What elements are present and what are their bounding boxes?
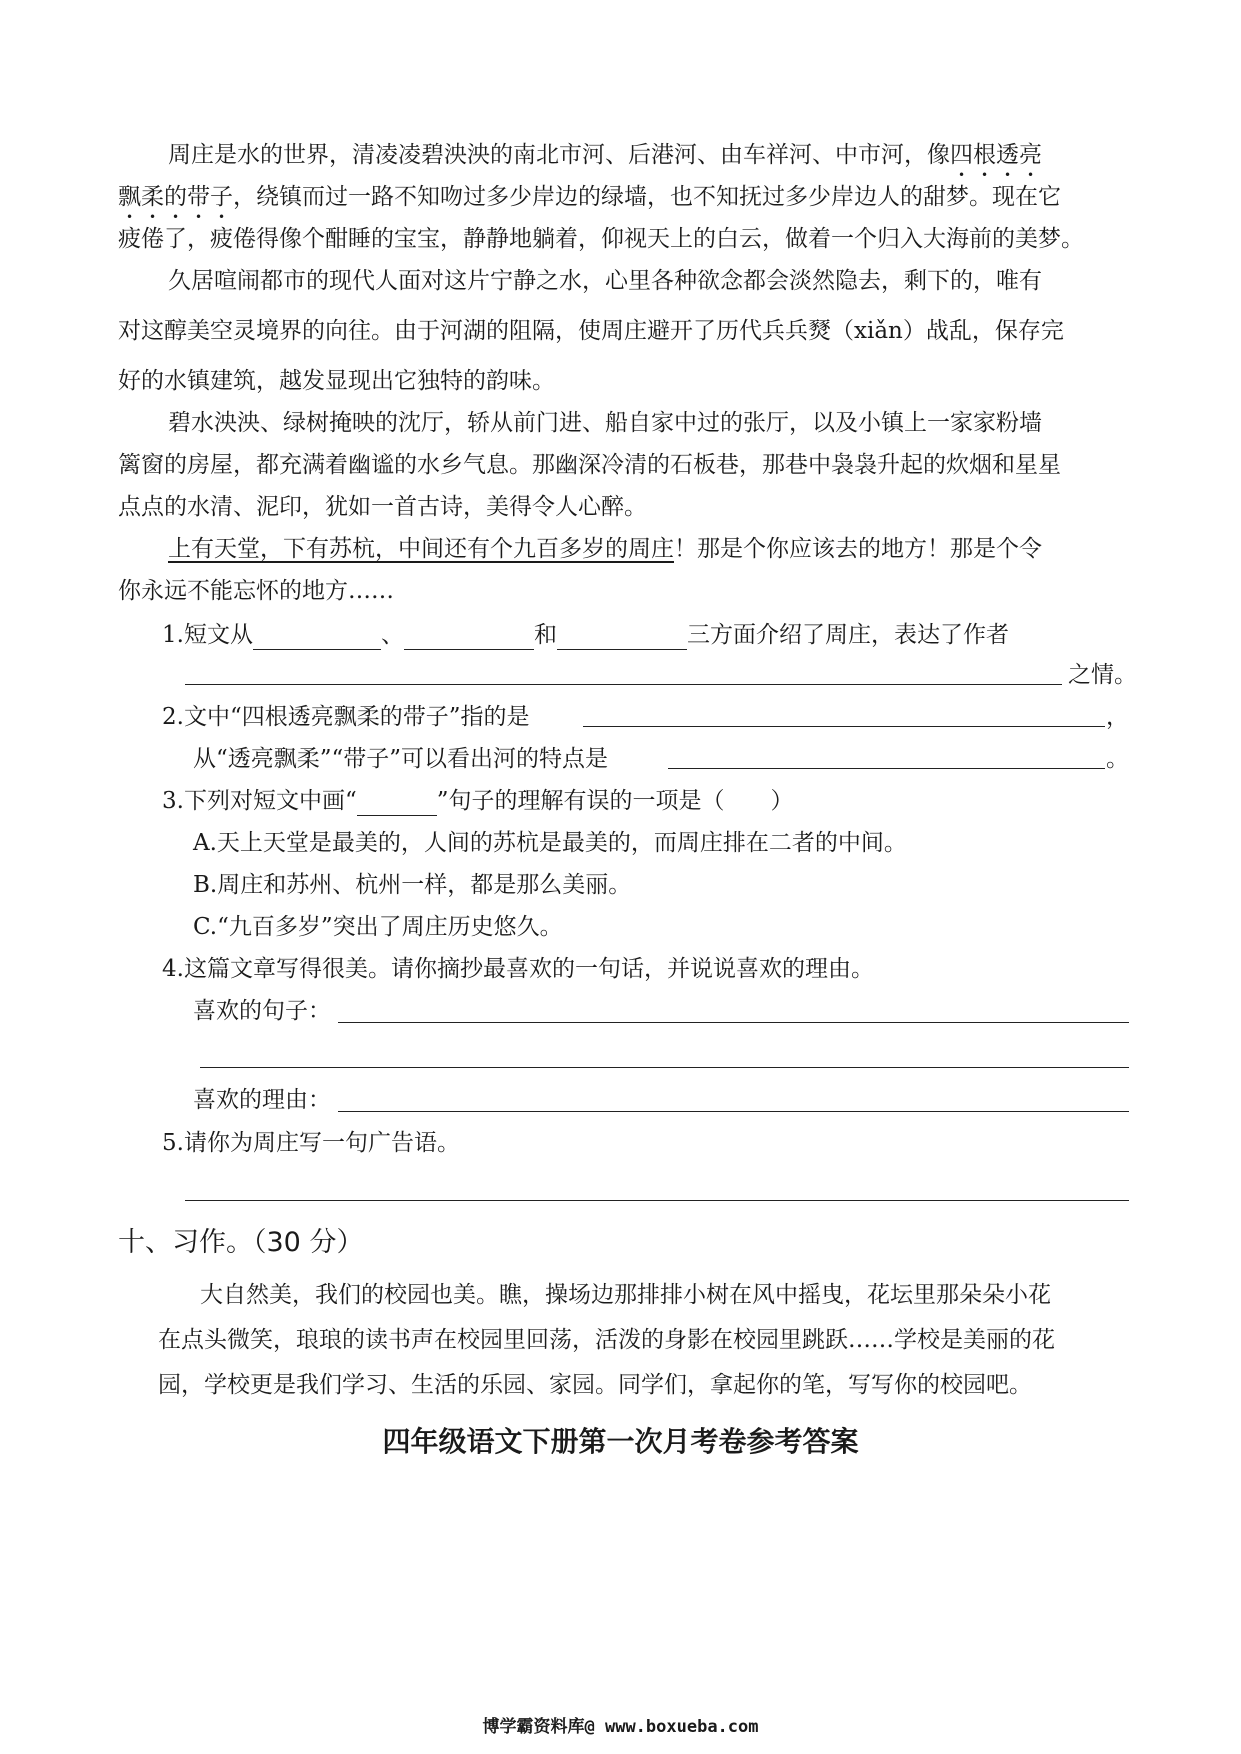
question-3: 3.下列对短文中画“ ”句子的理解有误的一项是（ ） — [162, 788, 794, 814]
passage-line: 好的水镇建筑，越发显现出它独特的韵味。 — [118, 368, 555, 394]
answer-line[interactable] — [200, 1067, 1129, 1068]
answer-blank[interactable] — [404, 627, 534, 650]
passage-line: 点点的水清、泥印，犹如一首古诗，美得令人心醉。 — [118, 494, 647, 520]
option-b: B.周庄和苏州、杭州一样，都是那么美丽。 — [193, 872, 632, 898]
question-2-part-2: 从“透亮飘柔”“带子”可以看出河的特点是 — [193, 746, 609, 772]
underlined-sentence: 上有天堂，下有苏杭，中间还有个九百多岁的周庄 — [168, 536, 674, 562]
answer-line[interactable] — [338, 1111, 1129, 1112]
favorite-reason-label: 喜欢的理由： — [193, 1087, 331, 1113]
passage-line: 飘柔的带子，绕镇而过一路不知吻过多少岸边的绿墙，也不知抚过多少岸边人的甜梦。现在它 — [118, 184, 1061, 210]
exam-page: 周庄是水的世界，清凌凌碧泱泱的南北市河、后港河、由车祥河、中市河，像四根透亮 飘柔的带子，绕镇而过一路不知吻过多少岸边的绿墙，也不知抚过多少岸边人的甜梦。现在它 疲倦了，疲倦得像个酣睡的宝宝，静静地躺着，仰视天上的白云，做着一个归入大海前的美梦。 久居喧闹都市的现代人面对这片宁静之水，心里各种欲念都会淡然隐去，剩下的，唯有 对这醇美空灵境界的向往。由于河湖的阻隔，使周庄避开了历代兵兵燹（xiǎn）战乱，保存完 好的水镇建筑，越发显现出它独特的韵味。 碧水泱泱、绿树掩映的沈厅，轿从前门进、船自家中过的张厅，以及小镇上一家家粉墙 篱窗的房屋，都充满着幽谧的水乡气息。那幽深冷清的石板巷，那巷中袅袅升起的炊烟和星星 点点的水清、泥印，犹如一首古诗，美得令人心醉。 上有天堂，下有苏杭，中间还有个九百多岁的周庄！那是个你应该去的地方！那是个令 你永远不能忘怀的地方…… 1.短文从 、 和 三方面介绍了周庄，表达了作者 之情。 2.文中“四根透亮飘柔的带子”指的是 ， 从“透亮飘柔”“带子”可以看出河的特点是 。 3.下列对短文中画“ ”句子的理解有误的一项是（ ） A.天上天堂是最美的，人间的苏杭是最美的，而周庄排在二者的中间。 B.周庄和苏州、杭州一样，都是那么美丽。 C.“九百多岁”突出了周庄历史悠久。 4.这篇文章写得很美。请你摘抄最喜欢的一句话，并说说喜欢的理由。 喜欢的句子： 喜欢的理由： 5.请你为周庄写一句广告语。 十、习作。（30 分） 大自然美，我们的校园也美。瞧，操场边那排排小树在风中摇曳，花坛里那朵朵小花 在点头微笑，琅琅的读书声在校园里回荡，活泼的身影在校园里跳跃……学校是美丽的花 园，学校更是我们学习、生活的乐园、家园。同学们，拿起你的笔，写写你的校园吧。 四年级语文下册第一次月考卷参考答案 博学霸资料库@ www.boxueba.com — [0, 0, 1241, 1754]
question-5: 5.请你为周庄写一句广告语。 — [162, 1130, 460, 1156]
question-1-end: 之情。 — [1068, 662, 1137, 688]
underline-sample — [357, 793, 437, 816]
dotted-phrase: 四根透亮 — [950, 142, 1042, 168]
passage-line: 你永远不能忘怀的地方…… — [118, 578, 394, 604]
question-2: 2.文中“四根透亮飘柔的带子”指的是 — [162, 704, 530, 730]
prompt-line: 在点头微笑，琅琅的读书声在校园里回荡，活泼的身影在校园里跳跃……学校是美丽的花 — [158, 1327, 1055, 1353]
prompt-line: 园，学校更是我们学习、生活的乐园、家园。同学们，拿起你的笔，写写你的校园吧。 — [158, 1372, 1032, 1398]
prompt-line: 大自然美，我们的校园也美。瞧，操场边那排排小树在风中摇曳，花坛里那朵朵小花 — [200, 1282, 1051, 1308]
answer-blank[interactable] — [253, 627, 381, 650]
footer-watermark: 博学霸资料库@ www.boxueba.com — [482, 1717, 759, 1737]
answer-line[interactable] — [185, 684, 1062, 685]
passage-line: 久居喧闹都市的现代人面对这片宁静之水，心里各种欲念都会淡然隐去，剩下的，唯有 — [168, 268, 1042, 294]
favorite-sentence-label: 喜欢的句子： — [193, 998, 331, 1024]
passage-line: 对这醇美空灵境界的向往。由于河湖的阻隔，使周庄避开了历代兵兵燹（xiǎn）战乱，保存完 — [118, 318, 1064, 344]
passage-line: 碧水泱泱、绿树掩映的沈厅，轿从前门进、船自家中过的张厅，以及小镇上一家家粉墙 — [168, 410, 1042, 436]
option-a: A.天上天堂是最美的，人间的苏杭是最美的，而周庄排在二者的中间。 — [193, 830, 907, 856]
answer-line[interactable] — [185, 1200, 1129, 1201]
answer-line[interactable] — [583, 726, 1105, 727]
passage-line: 上有天堂，下有苏杭，中间还有个九百多岁的周庄！那是个你应该去的地方！那是个令 — [168, 536, 1042, 562]
passage-line: 周庄是水的世界，清凌凌碧泱泱的南北市河、后港河、由车祥河、中市河，像四根透亮 — [168, 142, 1042, 168]
dotted-phrase: 飘柔的带子 — [118, 184, 233, 210]
option-c: C.“九百多岁”突出了周庄历史悠久。 — [193, 914, 563, 940]
passage-line: 疲倦了，疲倦得像个酣睡的宝宝，静静地躺着，仰视天上的白云，做着一个归入大海前的美梦。 — [118, 226, 1084, 252]
answer-line[interactable] — [338, 1022, 1129, 1023]
question-4: 4.这篇文章写得很美。请你摘抄最喜欢的一句话，并说说喜欢的理由。 — [162, 956, 874, 982]
passage-line: 篱窗的房屋，都充满着幽谧的水乡气息。那幽深冷清的石板巷，那巷中袅袅升起的炊烟和星星 — [118, 452, 1061, 478]
question-1: 1.短文从 、 和 三方面介绍了周庄，表达了作者 — [162, 622, 1009, 648]
answer-blank[interactable] — [557, 627, 687, 650]
answer-key-title: 四年级语文下册第一次月考卷参考答案 — [382, 1425, 859, 1458]
section-heading: 十、习作。（30 分） — [118, 1227, 364, 1258]
answer-line[interactable] — [668, 768, 1105, 769]
